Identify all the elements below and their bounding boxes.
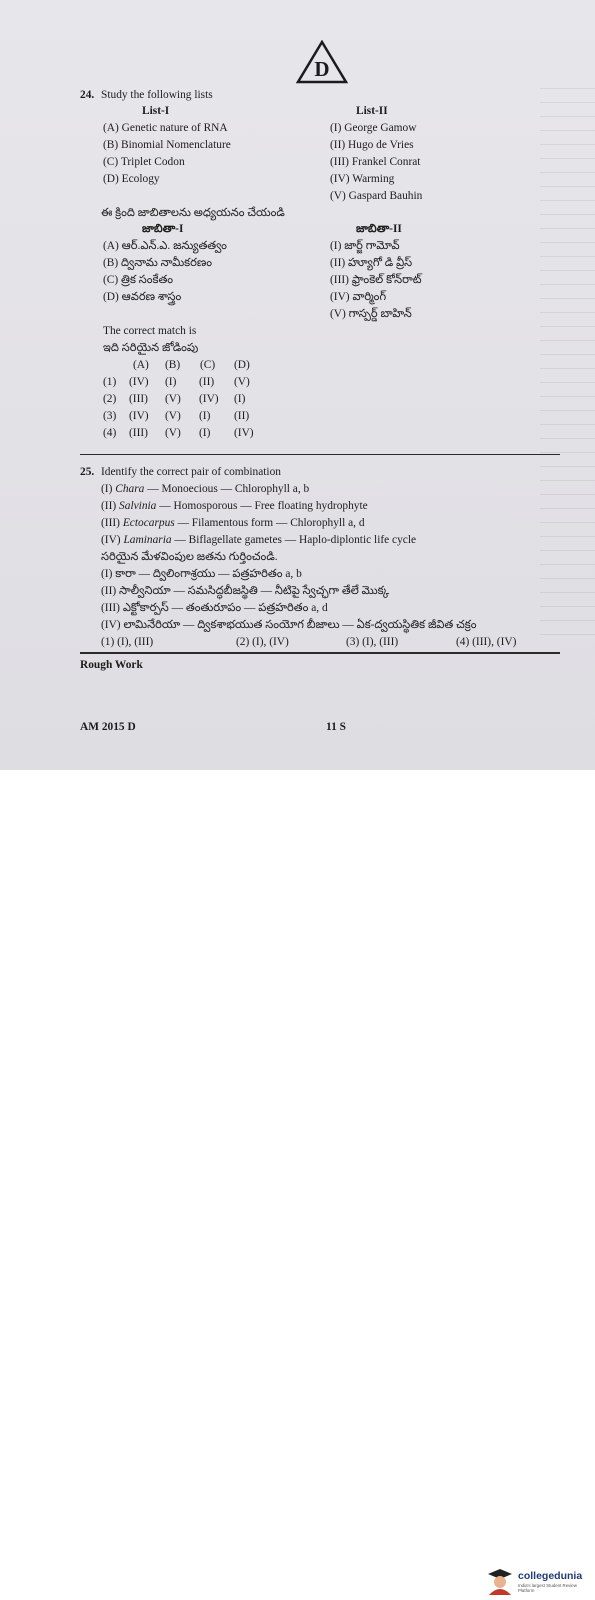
footer-code: AM 2015 D: [80, 721, 136, 733]
q24-col-header: (B): [165, 359, 181, 371]
q25-item-num: (IV): [101, 534, 121, 546]
q24-option-cell: (IV): [199, 393, 219, 405]
q24-option-cell: (IV): [129, 376, 149, 388]
q25-telugu-item: (II) సాల్వీనియా — సమసిద్ధబీజస్థితి — నీటిపై స్వేచ్ఛగా తేలే మొక్క: [101, 585, 390, 597]
set-code-letter: D: [314, 57, 330, 81]
q24-telugu-list1-item: (D) ఆవరణ శాస్త్రం: [103, 291, 182, 303]
q25-item-text: — Monoecious — Chlorophyll a, b: [144, 483, 310, 495]
footer-page: 11 S: [326, 721, 346, 733]
q24-list1-item: (C) Triplet Codon: [103, 156, 185, 168]
q24-telugu-match-label: ఇది సరియైన జోడింపు: [103, 342, 199, 354]
graduate-avatar-icon: [487, 1567, 513, 1595]
q25-item-genus: Ectocarpus: [122, 517, 175, 529]
q25-telugu-stem: సరియైన మేళవింపుల జతను గుర్తించండి.: [101, 551, 278, 563]
exam-page: [0, 0, 595, 770]
q24-option-label[interactable]: (3): [103, 410, 117, 422]
q25-telugu-item: (III) ఎక్టోకార్పస్ — తంతురూపం — పత్రహరితం a, d: [101, 602, 328, 614]
q24-list2-item: (I) George Gamow: [330, 122, 417, 134]
q25-item-genus: Laminaria: [123, 534, 172, 546]
q25-item-text: — Homosporous — Free floating hydrophyte: [156, 500, 368, 512]
q24-telugu-list2-item: (V) గాస్పర్డ్ బాహిన్: [330, 308, 412, 320]
q24-match-label: The correct match is: [103, 325, 197, 337]
q24-number: 24.: [80, 89, 95, 101]
q24-option-label[interactable]: (2): [103, 393, 117, 405]
q24-option-cell: (V): [234, 376, 250, 388]
q24-option-cell: (III): [129, 427, 148, 439]
q24-list2-item: (III) Frankel Conrat: [330, 156, 421, 168]
q24-stem: Study the following lists: [101, 89, 213, 101]
q24-telugu-list2-item: (I) జార్జ్ గామోవ్: [330, 240, 400, 252]
q24-option-cell: (II): [199, 376, 215, 388]
set-code-triangle: [296, 40, 348, 84]
q24-option-cell: (IV): [234, 427, 254, 439]
q25-item-num: (I): [101, 483, 113, 495]
q24-col-header: (A): [133, 359, 149, 371]
q24-telugu-list2-item: (IV) వార్మింగ్: [330, 291, 387, 303]
q24-col-header: (D): [234, 359, 250, 371]
q25-item-genus: Salvinia: [119, 500, 157, 512]
q24-option-cell: (V): [165, 427, 181, 439]
q25-number: 25.: [80, 466, 95, 478]
q25-item: [101, 482, 309, 496]
q25-item: [101, 516, 365, 530]
q24-option-cell: (III): [129, 393, 148, 405]
q24-telugu-list1-item: (A) ఆర్.ఎన్.ఎ. జన్యుతత్వం: [103, 240, 227, 252]
q24-telugu-list1-item: (B) ద్వినామ నామీకరణం: [103, 257, 213, 269]
q25-item-text: — Biflagellate gametes — Haplo-diplontic life cycle: [171, 534, 417, 546]
q24-option-cell: (IV): [129, 410, 149, 422]
q24-option-cell: (II): [234, 410, 250, 422]
q24-telugu-list2-item: (III) ఫ్రాంకెల్ కోన్‌రాట్: [330, 274, 422, 286]
q25-option[interactable]: (1) (I), (III): [101, 636, 154, 648]
q24-option-cell: (I): [165, 376, 177, 388]
rough-work-label: Rough Work: [80, 659, 143, 671]
q25-option[interactable]: (4) (III), (IV): [456, 636, 517, 648]
q24-col-header: (C): [200, 359, 216, 371]
q24-list1-item: (A) Genetic nature of RNA: [103, 122, 228, 134]
q24-list1-item: (B) Binomial Nomenclature: [103, 139, 231, 151]
q24-option-cell: (I): [199, 410, 211, 422]
question-divider: [80, 454, 560, 455]
q25-option[interactable]: (3) (I), (III): [346, 636, 399, 648]
q24-telugu-stem: ఈ క్రింది జాబితాలను అధ్యయనం చేయండి: [101, 207, 285, 219]
brand-name: collegedunia: [518, 1570, 583, 1582]
q24-option-cell: (I): [234, 393, 246, 405]
q24-telugu-list2-item: (II) హ్యూగో డి వ్రీస్: [330, 257, 413, 269]
q24-telugu-list2-header: జాబితా-II: [356, 223, 402, 235]
q25-telugu-item: (IV) లామినేరియా — ద్వికశాభయుత సంయోగ బీజాలు — ఏక-ద్వయస్థితిక జీవిత చక్రం: [101, 619, 477, 631]
q24-list2-item: (II) Hugo de Vries: [330, 139, 414, 151]
q25-option[interactable]: (2) (I), (IV): [236, 636, 289, 648]
q24-telugu-list1-header: జాబితా-I: [142, 223, 184, 235]
q24-list1-item: (D) Ecology: [103, 173, 160, 185]
q24-option-cell: (V): [165, 410, 181, 422]
q25-stem: Identify the correct pair of combination: [101, 466, 281, 478]
collegedunia-watermark: [487, 1567, 587, 1597]
scan-margin: [0, 770, 595, 1593]
q24-list2-item: (IV) Warming: [330, 173, 395, 185]
q25-item: [101, 533, 416, 547]
q24-list1-header: List-I: [142, 105, 170, 117]
bleed-through: [540, 88, 595, 648]
q24-list2-item: (V) Gaspard Bauhin: [330, 190, 423, 202]
q24-telugu-list1-item: (C) త్రిక సంకేతం: [103, 274, 174, 286]
q25-telugu-item: (I) కారా — ద్విలింగాశ్రయు — పత్రహరితం a, b: [101, 568, 302, 580]
q25-item-text: — Filamentous form — Chlorophyll a, d: [174, 517, 365, 529]
q24-option-cell: (I): [199, 427, 211, 439]
rough-work-divider: [80, 652, 560, 654]
q24-list2-header: List-II: [356, 105, 388, 117]
q25-item: [101, 499, 368, 513]
q24-option-cell: (V): [165, 393, 181, 405]
q25-item-num: (III): [101, 517, 120, 529]
q25-item-genus: Chara: [115, 483, 145, 495]
q24-option-label[interactable]: (4): [103, 427, 117, 439]
brand-tagline: India's largest Student Review Platform: [518, 1583, 577, 1593]
q24-option-label[interactable]: (1): [103, 376, 117, 388]
q25-item-num: (II): [101, 500, 117, 512]
